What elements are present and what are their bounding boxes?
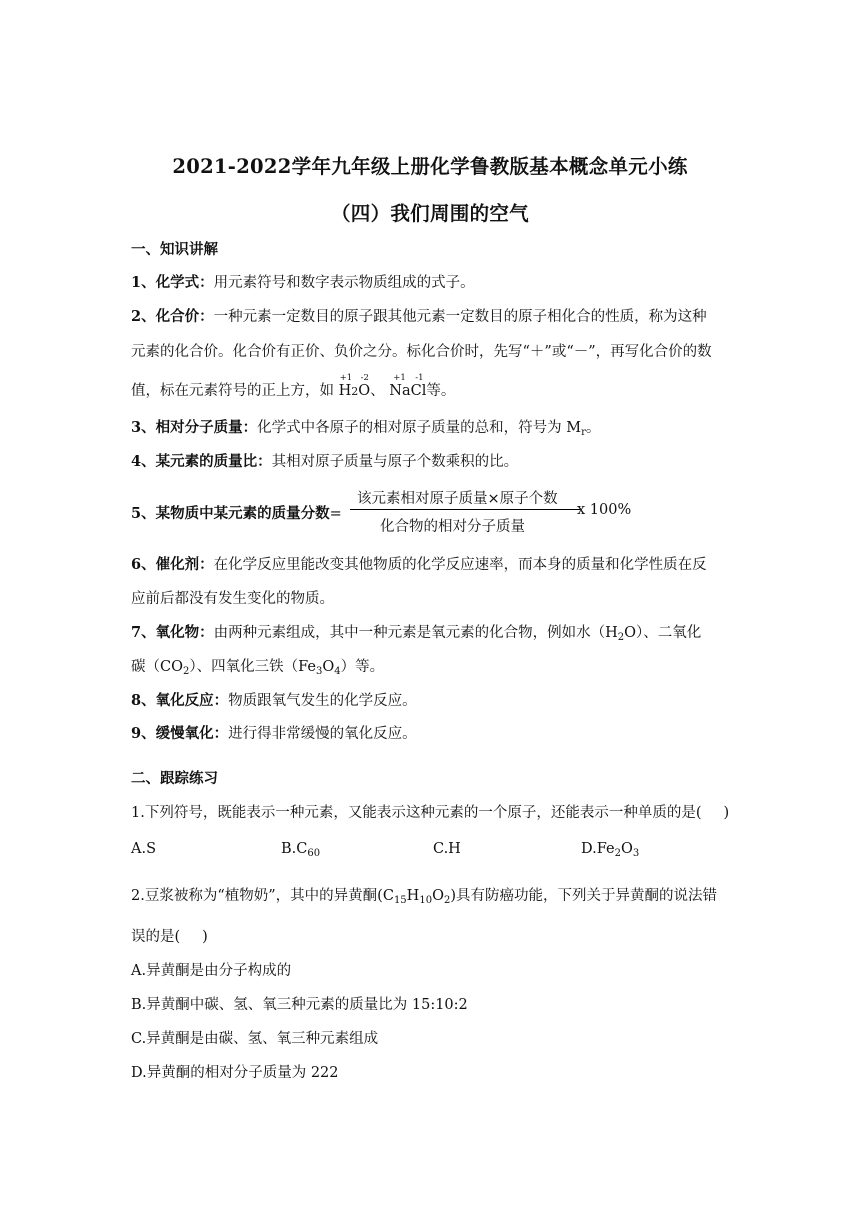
definition-catalyst: [131, 553, 707, 574]
question-2-stem: [131, 884, 717, 905]
formula-na: Na: [389, 383, 411, 399]
definition-text: 一种元素一定数目的原子跟其他元素一定数目的原子相化合的性质，称为这种: [213, 309, 707, 325]
definition-catalyst-cont: 应前后都没有发生变化的物质。: [131, 591, 334, 607]
question-2-option-c: C.异黄酮是由碳、氢、氧三种元素组成: [131, 1031, 379, 1047]
definition-label: 5、某物质中某元素的质量分数: [131, 505, 330, 522]
isoflavone-formula: $C_{15}H_{10}O_2$: [382, 888, 451, 906]
fraction-bar: [350, 509, 580, 510]
document-title-line-1: 2021-2022学年九年级上册化学鲁教版基本概念单元小练: [172, 155, 688, 178]
subscript: 4: [334, 666, 341, 677]
definition-text: 物质跟氧气发生的化学反应。: [228, 693, 417, 709]
section-1-heading: 一、知识讲解: [131, 241, 218, 258]
equals-sign: =: [329, 506, 342, 522]
question-1-option-d: $D.Fe_2O_3$: [581, 841, 640, 859]
definition-oxide: [131, 621, 701, 642]
text: O: [322, 659, 335, 675]
question-1-option-b: $B.C_{60}$: [281, 841, 321, 859]
definition-text: 进行得非常缓慢的氧化反应。: [228, 726, 417, 742]
definition-text: 化学式中各原子的相对原子质量的总和，符号为 M: [257, 420, 582, 436]
definition-oxidation: [131, 689, 417, 710]
definition-label: 6、催化剂：: [131, 556, 214, 573]
definition-mass-fraction: [131, 502, 342, 523]
definition-valence: [131, 305, 707, 326]
subscript: 3: [315, 666, 323, 677]
definition-label: 2、化合价：: [131, 308, 214, 325]
formula-o: O: [358, 383, 371, 399]
document-title-line-2: （四）我们周围的空气: [330, 202, 529, 225]
cl-valence: -1: [415, 373, 424, 383]
definition-label: 7、氧化物：: [131, 624, 214, 641]
definition-label: 3、相对分子质量：: [131, 419, 258, 436]
definition-text: 在化学反应里能改变其他物质的化学反应速率，而本身的质量和化学性质在反: [213, 557, 707, 573]
fraction-denominator: 化合物的相对分子质量: [380, 519, 525, 535]
definition-label: 1、化学式：: [131, 274, 214, 291]
subscript: 2: [617, 632, 625, 643]
formula-h: H: [338, 383, 352, 399]
definition-slow-oxidation: [131, 722, 417, 743]
subscript: 2: [182, 666, 190, 677]
definition-relative-molecular-mass: [131, 416, 600, 437]
definition-text: 用元素符号和数字表示物质组成的式子。: [213, 275, 475, 291]
text: ）、四氧化三铁（Fe: [189, 659, 316, 675]
question-2-option-a: A.异黄酮是由分子构成的: [131, 963, 292, 979]
definition-text-end: 等。: [426, 383, 456, 399]
definition-label: 4、某元素的质量比：: [131, 453, 272, 470]
section-2-heading: 二、跟踪练习: [131, 770, 218, 787]
h-valence: +1: [339, 373, 353, 383]
question-text: )具有防癌功能，下列关于异黄酮的说法错: [450, 888, 717, 904]
h2o-valence-formula: [338, 373, 371, 399]
question-1-stem: [131, 801, 729, 822]
formula-2: 2: [351, 385, 359, 398]
definition-end: 。: [585, 420, 601, 436]
definition-text: 其相对原子质量与原子个数乘积的比。: [271, 454, 519, 470]
fraction-numerator: 该元素相对原子质量×原子个数: [357, 491, 558, 507]
subscript-r: r: [581, 427, 586, 438]
formula-cl: Cl: [410, 383, 427, 399]
text: 碳（CO: [131, 659, 183, 675]
question-paren-end: ): [202, 929, 208, 945]
definition-text: 由两种元素组成，其中一种元素是氧元素的化合物，例如水（H: [213, 625, 618, 641]
o-valence: -2: [360, 373, 369, 383]
text: ）等。: [340, 659, 385, 675]
question-1-option-c: C.H: [433, 841, 461, 857]
definition-chemical-formula: [131, 271, 475, 292]
na-valence: +1: [393, 373, 406, 383]
definition-label: 8、氧化反应：: [131, 692, 229, 709]
question-2-option-d: D.异黄酮的相对分子质量为 222: [131, 1065, 339, 1081]
question-2-stem-cont: [131, 925, 208, 946]
question-1-option-a: A.S: [131, 841, 157, 857]
question-2-option-b: B.异黄酮中碳、氢、氧三种元素的质量比为 15:10:2: [131, 997, 468, 1013]
nacl-valence-formula: [389, 373, 427, 399]
question-text: 1.下列符号，既能表示一种元素，又能表示这种元素的一个原子，还能表示一种单质的是(: [131, 805, 702, 821]
definition-text: 值，标在元素符号的正上方，如: [131, 383, 334, 399]
definition-valence-cont-1: 元素的化合价。化合价有正价、负价之分。标化合价时，先写“＋”或“－”，再写化合价的数: [131, 344, 712, 360]
question-text: 2.豆浆被称为“植物奶”，其中的异黄酮(: [131, 888, 383, 904]
definition-mass-ratio: [131, 450, 518, 471]
question-text: 误的是(: [131, 929, 181, 945]
question-paren-end: ): [723, 805, 730, 821]
definition-label: 9、缓慢氧化：: [131, 725, 229, 742]
definition-valence-cont-2: [131, 373, 456, 400]
separator: 、: [370, 383, 385, 399]
fraction-multiplier: x 100%: [577, 502, 632, 518]
text: O）、二氧化: [624, 625, 702, 641]
definition-oxide-cont: [131, 655, 384, 676]
